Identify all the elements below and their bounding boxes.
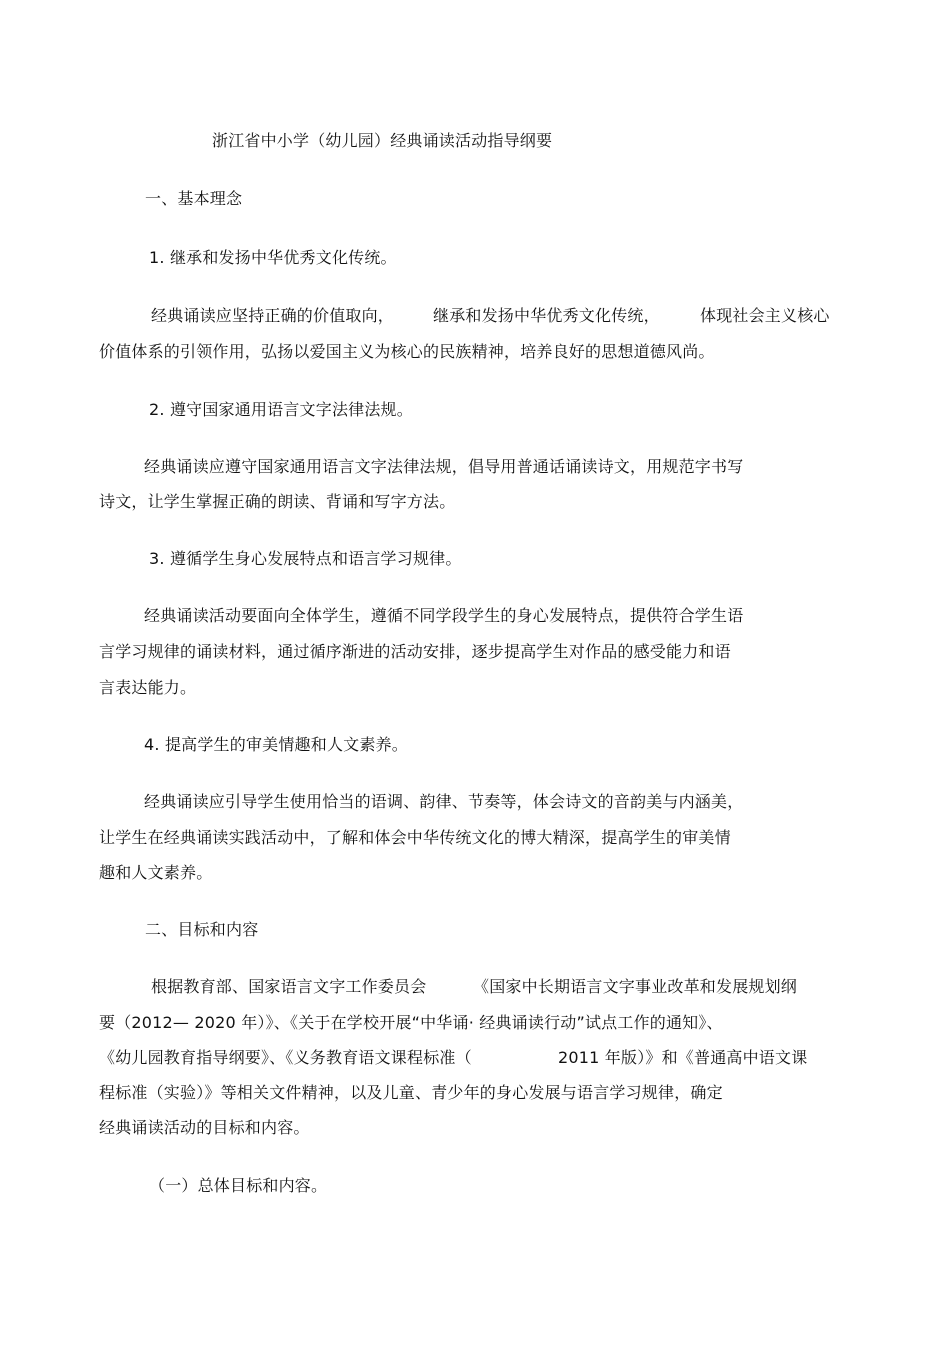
item-heading-3: 3. 遵循学生身心发展特点和语言学习规律。 — [149, 549, 462, 568]
document-title: 浙江省中小学（幼儿园）经典诵读活动指导纲要 — [212, 131, 553, 150]
paragraph-line: 趣和人文素养。 — [99, 863, 213, 882]
section-heading-goals-content: 二、目标和内容 — [145, 920, 259, 939]
paragraph-line: 让学生在经典诵读实践活动中，了解和体会中华传统文化的博大精深，提高学生的审美情 — [99, 828, 731, 847]
paragraph-line: 经典诵读活动的目标和内容。 — [99, 1118, 310, 1137]
subsection-heading-overall: （一）总体目标和内容。 — [149, 1176, 328, 1195]
paragraph-line: 言学习规律的诵读材料，通过循序渐进的活动安排，逐步提高学生对作品的感受能力和语 — [99, 642, 731, 661]
paragraph-line: 经典诵读应坚持正确的价值取向， — [151, 306, 395, 325]
paragraph-line: 体现社会主义核心 — [700, 306, 830, 325]
section-heading-basic-concepts: 一、基本理念 — [145, 189, 243, 208]
item-heading-4: 4. 提高学生的审美情趣和人文素养。 — [144, 735, 408, 754]
paragraph-line: 《幼儿园教育指导纲要》、《义务教育语文课程标准（ — [99, 1048, 472, 1067]
paragraph-line: 经典诵读应遵守国家通用语言文字法律法规，倡导用普通话诵读诗文，用规范字书写 — [144, 457, 744, 476]
item-heading-2: 2. 遵守国家通用语言文字法律法规。 — [149, 400, 413, 419]
paragraph-line: 经典诵读应引导学生使用恰当的语调、韵律、节奏等，体会诗文的音韵美与内涵美， — [144, 792, 744, 811]
paragraph-line: 价值体系的引领作用，弘扬以爱国主义为核心的民族精神，培养良好的思想道德风尚。 — [99, 342, 715, 361]
paragraph-line: 要（2012— 2020 年）》、《关于在学校开展“中华诵· 经典诵读行动”试点工作的通知》、 — [99, 1013, 723, 1032]
paragraph-line: 诗文，让学生掌握正确的朗读、背诵和写字方法。 — [99, 492, 456, 511]
paragraph-line: 继承和发扬中华优秀文化传统， — [433, 306, 660, 325]
item-heading-1: 1. 继承和发扬中华优秀文化传统。 — [149, 248, 397, 267]
paragraph-line: 程标准（实验）》等相关文件精神，以及儿童、青少年的身心发展与语言学习规律，确定 — [99, 1083, 723, 1102]
paragraph-line: 《国家中长期语言文字事业改革和发展规划纲 — [473, 977, 798, 996]
paragraph-line: 言表达能力。 — [99, 678, 197, 697]
paragraph-line: 经典诵读活动要面向全体学生，遵循不同学段学生的身心发展特点，提供符合学生语 — [144, 606, 744, 625]
paragraph-line: 2011 年版）》和《普通高中语文课 — [558, 1048, 808, 1067]
paragraph-line: 根据教育部、国家语言文字工作委员会 — [151, 977, 427, 996]
